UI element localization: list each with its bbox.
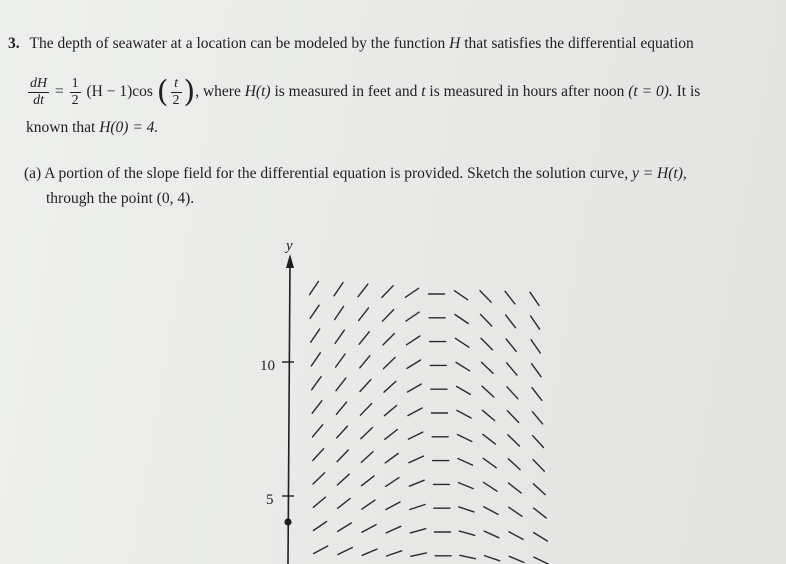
slope-segment <box>335 306 344 319</box>
slope-segment <box>459 531 474 535</box>
slope-segment <box>409 456 424 463</box>
var-H: H <box>449 35 461 52</box>
hours-text: is measured in hours after noon <box>429 83 625 100</box>
slope-segment <box>534 533 548 541</box>
slope-segment <box>384 381 396 392</box>
slope-segment <box>509 532 523 540</box>
slope-segment <box>313 497 325 507</box>
slope-segment <box>386 478 399 487</box>
slope-segment <box>361 452 373 463</box>
slope-segment <box>530 292 539 305</box>
slope-segment <box>509 556 524 562</box>
slope-segment <box>312 401 322 414</box>
slope-segment <box>337 426 348 438</box>
slope-segment <box>313 449 324 461</box>
slope-segment <box>383 334 394 345</box>
slope-segment <box>456 338 469 347</box>
slope-segment <box>387 551 402 556</box>
slope-segment <box>337 450 348 462</box>
t-variable: t <box>421 83 426 100</box>
slope-segment <box>311 353 320 366</box>
part-a-text: A portion of the slope field for the differential equation is provided. Sketch the solution curve, <box>44 165 629 182</box>
y-axis-label: y <box>286 238 293 254</box>
half-denominator: 2 <box>71 92 79 108</box>
solution-curve-notation: y = H(t), <box>631 165 687 182</box>
slope-segment <box>409 480 424 486</box>
measured-text: is measured in feet and <box>274 83 418 100</box>
question-number: 3. <box>8 35 20 52</box>
slope-segment <box>312 377 321 390</box>
problem-intro: The depth of seawater at a location can be modeled by the function <box>29 35 446 52</box>
slope-segment <box>483 458 496 467</box>
slope-segment <box>533 436 544 448</box>
slope-segment <box>505 291 515 304</box>
slope-segment <box>507 363 517 375</box>
slope-segment <box>482 410 494 420</box>
slope-segment <box>338 523 352 531</box>
slope-segment <box>337 474 349 485</box>
initial-point-marker <box>284 518 291 525</box>
slope-segment <box>407 336 420 345</box>
slope-segment <box>534 557 548 564</box>
where-text: , where <box>195 83 241 100</box>
slope-segment <box>507 387 518 399</box>
slope-segment <box>506 315 516 328</box>
slope-segment <box>482 386 494 397</box>
slope-segment <box>407 360 421 368</box>
slope-segment <box>382 286 393 298</box>
slope-segment <box>405 288 418 297</box>
slope-segment <box>361 428 373 439</box>
slope-segment <box>455 315 468 324</box>
slope-segment <box>410 529 425 533</box>
slope-segment <box>311 329 320 342</box>
slope-segment <box>458 483 473 489</box>
slope-segment <box>481 314 492 326</box>
slope-segment <box>386 502 400 510</box>
slope-segment <box>310 305 319 318</box>
slope-segment <box>338 548 352 555</box>
slope-segment <box>507 411 518 423</box>
slope-segment <box>384 357 396 368</box>
slope-segment <box>334 283 343 296</box>
slope-segment <box>532 364 541 377</box>
slope-segment <box>336 354 345 367</box>
slope-segment <box>411 553 427 556</box>
slope-segment <box>313 473 325 484</box>
slope-segment <box>408 408 422 416</box>
slope-segment <box>359 308 369 321</box>
slope-segment <box>533 460 544 472</box>
slope-segment <box>532 388 542 401</box>
slope-segment <box>457 410 471 418</box>
paren-expression: (H − 1)cos <box>86 83 153 100</box>
initial-point: (0, 4). <box>156 190 195 207</box>
tick-label-5: 5 <box>266 492 274 508</box>
slope-segment <box>336 402 346 414</box>
problem-intro-tail: that satisfies the differential equation <box>464 35 694 52</box>
slope-segment <box>360 404 371 416</box>
slope-segment <box>483 434 496 444</box>
right-paren-glyph: ) <box>183 74 196 110</box>
derivative-denominator: dt <box>33 92 44 108</box>
slope-segment <box>360 356 370 368</box>
slope-segments <box>310 281 549 564</box>
part-a-through-text: through the point <box>46 190 153 207</box>
slope-segment <box>459 507 474 512</box>
slope-segment <box>362 476 375 486</box>
half-numerator: 1 <box>71 75 79 91</box>
slope-segment <box>385 430 398 440</box>
derivative-numerator: dH <box>30 75 48 91</box>
slope-segment <box>384 406 396 416</box>
slope-segment <box>458 459 473 466</box>
slope-segment <box>531 316 540 329</box>
slope-segment <box>509 507 522 516</box>
slope-segment <box>506 339 516 351</box>
equals-sign: = <box>55 83 64 100</box>
slope-segment <box>454 291 467 300</box>
slope-segment <box>460 555 476 558</box>
slope-segment <box>481 338 492 349</box>
slope-segment <box>360 380 371 392</box>
slope-segment <box>534 508 547 518</box>
left-paren-glyph: ( <box>156 74 169 110</box>
slope-segment <box>531 340 540 353</box>
y-axis-arrowhead <box>286 254 294 268</box>
slope-segment <box>408 432 422 439</box>
slope-segment <box>362 525 376 533</box>
slope-segment <box>484 507 498 515</box>
slope-segment <box>310 281 319 294</box>
slope-segment <box>385 454 398 463</box>
cos-arg-numerator: t <box>171 76 182 93</box>
slope-segment <box>314 546 328 554</box>
initial-condition: H(0) = 4. <box>99 119 159 136</box>
slope-segment <box>457 435 471 442</box>
slope-segment <box>509 483 522 493</box>
slope-segment <box>485 556 500 561</box>
slope-segment <box>362 500 375 509</box>
slope-segment <box>456 362 470 370</box>
slope-segment <box>313 522 326 531</box>
slope-segment <box>508 459 520 470</box>
slope-segment <box>336 378 346 391</box>
t-equals-zero: (t = 0). <box>628 83 673 100</box>
slope-segment <box>362 549 377 555</box>
slope-segment <box>482 362 494 373</box>
tick-label-10: 10 <box>260 358 275 374</box>
it-is-text: It is <box>676 83 701 100</box>
slope-segment <box>408 384 422 392</box>
cos-arg-denominator: 2 <box>172 92 180 108</box>
slope-segment <box>480 291 491 303</box>
slope-segment <box>533 484 545 495</box>
slope-segment <box>410 505 425 510</box>
slope-segment <box>313 425 323 437</box>
slope-segment <box>457 386 471 394</box>
y-axis <box>260 238 294 564</box>
H-of-t: H(t) <box>244 83 271 100</box>
slope-segment <box>335 330 344 343</box>
slope-segment <box>484 531 499 538</box>
slope-segment <box>406 312 419 321</box>
known-text: known that <box>26 119 96 136</box>
slope-segment <box>508 435 520 446</box>
slope-segment <box>386 526 401 533</box>
slope-segment <box>358 284 368 297</box>
slope-segment <box>383 310 394 322</box>
slope-segment <box>338 499 351 509</box>
slope-segment <box>359 332 369 344</box>
slope-segment <box>484 482 497 491</box>
part-a-label: (a) <box>24 165 42 182</box>
slope-segment <box>532 412 542 424</box>
